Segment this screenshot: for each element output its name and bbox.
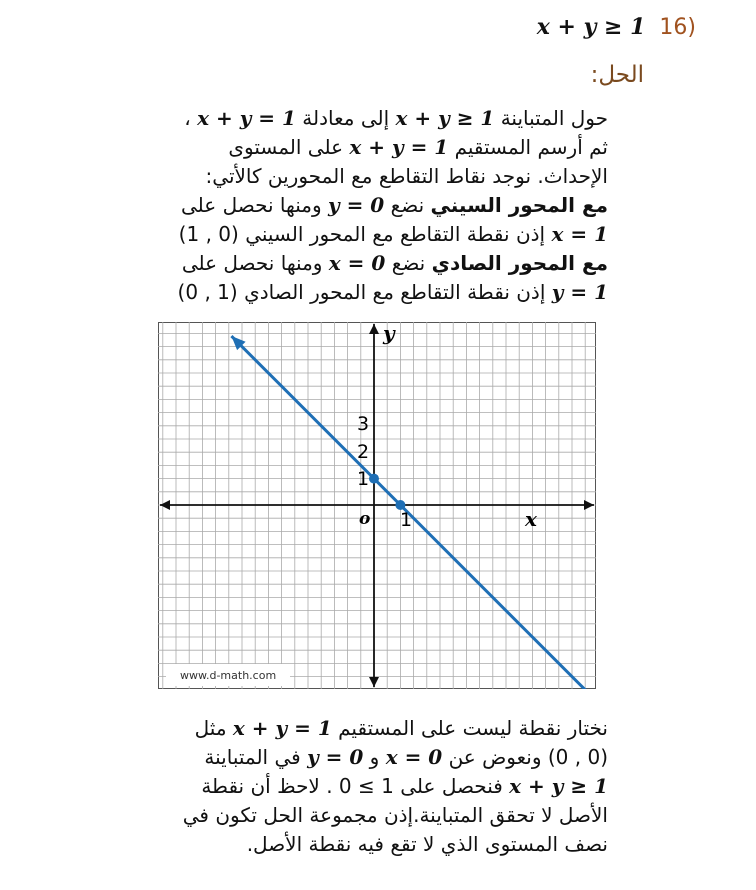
conclusion-text: نختار نقطة ليست على المستقيم xyxy=(338,716,608,740)
conclusion-line-1 xyxy=(108,714,608,743)
y-axis-label: y xyxy=(383,322,395,345)
conclusion-text: مثل xyxy=(194,716,227,740)
x-axis-heading: مع المحور السيني xyxy=(430,193,608,217)
intro-text: ومنها نحصل على xyxy=(181,251,323,275)
intro-line-1 xyxy=(108,104,608,133)
intro-text: نضع xyxy=(390,193,425,217)
problem-statement xyxy=(537,14,696,40)
conclusion-line-5: نصف المستوى الذي لا تقع فيه نقطة الأصل. xyxy=(246,832,608,856)
y-tick-3: 3 xyxy=(357,413,370,435)
equation-expression: x + y = 1 xyxy=(349,135,449,159)
inequality-expression: x + y ≥ 1 xyxy=(509,774,608,798)
equation-expression: x = 0 xyxy=(385,745,443,769)
intro-text: إذن نقطة التقاطع مع المحور السيني (0 , 1) xyxy=(178,222,546,246)
origin-label: o xyxy=(359,509,371,529)
conclusion-text: في المتباينة xyxy=(204,745,301,769)
solution-heading: الحل: xyxy=(590,62,644,88)
conclusion-line-3 xyxy=(108,772,608,801)
watermark: www.d-math.com xyxy=(180,669,277,682)
x-tick-1: 1 xyxy=(400,509,413,531)
intro-text: إلى معادلة xyxy=(302,106,390,130)
equation-expression: x + y = 1 xyxy=(197,106,296,130)
intro-line-2 xyxy=(108,133,608,162)
y-axis-heading: مع المحور الصادي xyxy=(431,251,608,275)
equation-expression: x + y = 1 xyxy=(232,716,332,740)
y-tick-2: 2 xyxy=(357,441,370,463)
conclusion-text: (0 , 0) ونعوض عن xyxy=(448,745,608,769)
x-axis-label: x xyxy=(525,507,537,531)
intro-text: نضع xyxy=(391,251,426,275)
conclusion-paragraph xyxy=(108,714,608,859)
graph-canvas xyxy=(158,322,596,689)
problem-number: 16) xyxy=(659,15,696,40)
intro-line-3: الإحداث. نوجد نقاط التقاطع مع المحورين كالأتي: xyxy=(205,164,608,188)
equation-expression: x = 0 xyxy=(328,251,386,275)
intro-line-7 xyxy=(108,278,608,307)
conclusion-line-2 xyxy=(108,743,608,772)
intro-line-4 xyxy=(108,191,608,220)
conclusion-text: فنحصل على 1 ≥ 0 . لاحظ أن نقطة xyxy=(201,774,503,798)
intro-text: ومنها نحصل على xyxy=(181,193,322,217)
equation-expression: y = 1 xyxy=(551,280,608,304)
equation-expression: x = 1 xyxy=(551,222,608,246)
intro-text: إذن نقطة التقاطع مع المحور الصادي (1 , 0) xyxy=(177,280,546,304)
intro-text: على المستوى xyxy=(228,135,344,159)
coordinate-graph xyxy=(158,322,596,689)
equation-expression: y = 0 xyxy=(327,193,385,217)
inequality-expression: x + y ≥ 1 xyxy=(395,106,495,130)
intro-line-6 xyxy=(108,249,608,278)
y-tick-1: 1 xyxy=(357,468,370,490)
problem-inequality: x + y ≥ 1 xyxy=(536,14,646,40)
intro-line-5 xyxy=(108,220,608,249)
intro-paragraph xyxy=(108,104,608,307)
intro-text: ثم أرسم المستقيم xyxy=(454,135,608,159)
equation-expression: y = 0 xyxy=(307,745,364,769)
intro-text: ، xyxy=(184,106,191,130)
intro-text: حول المتباينة xyxy=(500,106,608,130)
conclusion-text: و xyxy=(369,745,380,769)
conclusion-line-4: الأصل لا تحقق المتباينة.إذن مجموعة الحل تكون في xyxy=(182,803,608,827)
intercept-point-2 xyxy=(369,474,379,484)
